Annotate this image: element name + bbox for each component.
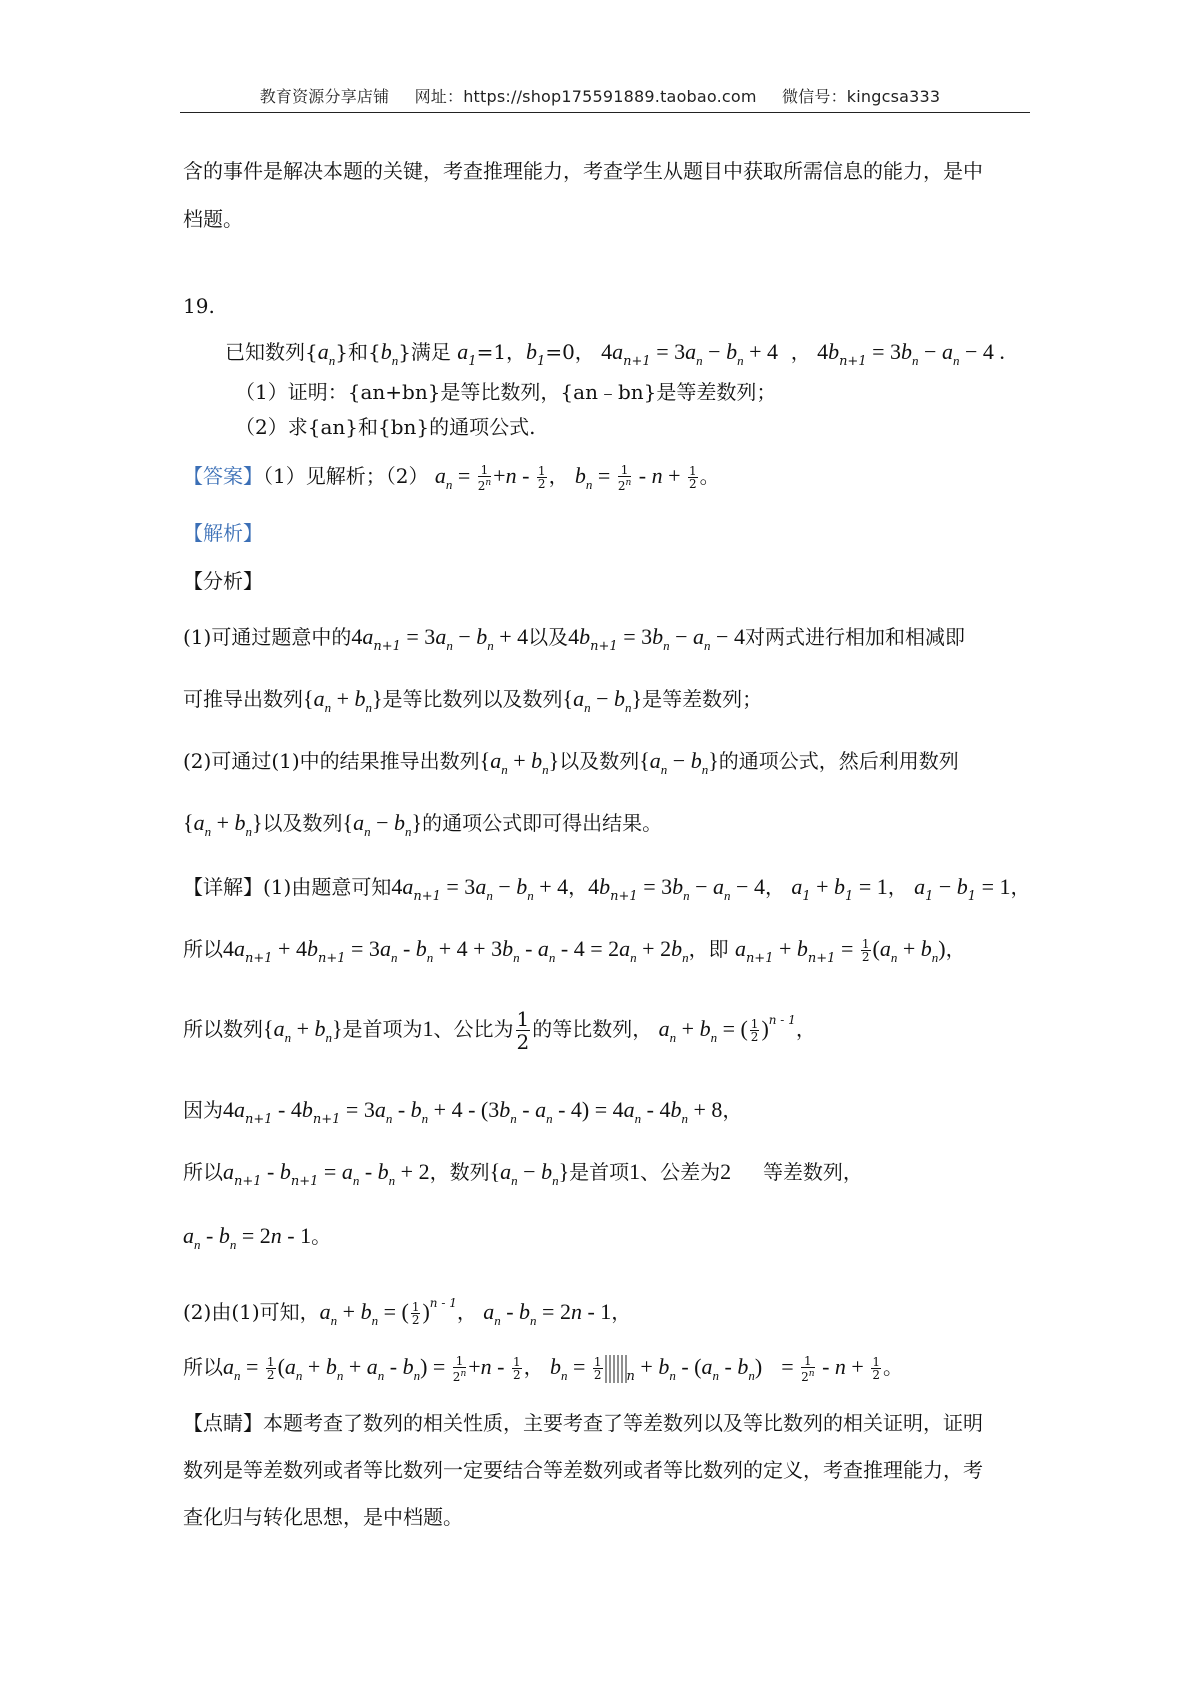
dianjing-label: 【点睛】: [183, 1411, 263, 1435]
intro-line-1: 含的事件是解决本题的关键，考查推理能力，考查学生从题目中获取所需信息的能力，是中: [183, 159, 983, 183]
detail-line-6: $a_n - b_n = 2n - 1$。: [183, 1223, 332, 1252]
analysis-line-3: (2)可通过(1)中的结果推导出数列$\{a_n + b_n\}$以及数列$\{a_n - b_n\}$的通项公式，然后利用数列: [183, 748, 959, 777]
analysis-line-1: (1)可通过题意中的$4a_{n+1} = 3a_n - b_n + 4$以及$4b_{n+1} = 3b_n - a_n - 4$对两式进行相加和相减即: [183, 624, 965, 654]
scan-artifact: [605, 1355, 627, 1383]
fenxi-label: 【分析】: [183, 569, 263, 593]
intro-line-2: 档题。: [183, 207, 243, 231]
detail-line-5: 所以$a_{n+1} - b_{n+1} = a_n - b_n + 2$，数列$\{a_n - b_n\}$是首项1、公差为2 等差数列，: [183, 1159, 863, 1189]
problem-number: 19.: [183, 294, 215, 318]
detail-line-7: (2)由(1)可知，$a_n + b_n$ = ( $\frac{1}{2}$ )$^{n - 1}$， $a_n - b_n = 2n - 1$，: [183, 1296, 632, 1328]
dianjing-line-2: 数列是等差数列或者等比数列一定要结合等差数列或者等比数列的定义，考查推理能力，考: [183, 1458, 983, 1482]
dianjing-line-3: 查化归与转化思想，是中档题。: [183, 1505, 463, 1529]
header-wechat: 微信号：kingcsa333: [781, 87, 941, 106]
page-header: [0, 84, 1200, 107]
detail-line-4: 因为$4a_{n+1} - 4b_{n+1} = 3a_n - b_n + 4 - (3b_n - a_n - 4) = 4a_n - 4b_n + 8$，: [183, 1097, 743, 1127]
detail-line-1: 【详解】(1)由题意可知$4a_{n+1} = 3a_n - b_n + 4$，$4b_{n+1} = 3b_n - a_n - 4$， $a_1 + b_1 = 1$， $a_1 - b_1 = 1$，: [183, 874, 1031, 904]
xiangjie-label: 【详解】: [183, 875, 263, 899]
analysis-line-2: 可推导出数列$\{a_n + b_n\}$是等比数列以及数列$\{a_n - b_n\}$是等差数列；: [183, 686, 763, 715]
jiexi-label: 【解析】: [183, 521, 263, 545]
detail-line-2: 所以$4a_{n+1} + 4b_{n+1} = 3a_n - b_n + 4 + 3b_n - a_n - 4 = 2a_n + 2b_n$，即 $a_{n+1} + b_{n+1}$ = $\frac{1}{2}$ $(a_n + b_n)$，: [183, 936, 966, 966]
detail-line-8: 所以$a_n$ = $\frac{1}{2}$ $(a_n + b_n + a_n - b_n)$ = $\frac{1}{2^n}$ +n - $\frac{1}{2}$ ， $b_n$ = $\frac{1}{2}$ $_n + b_n - (a_n - b_n)$ = $\frac{1}{2^n}$ - n + $\frac{1}{2}$ 。: [183, 1353, 903, 1384]
answer-line: 【答案】（1）见解析；（2） $a_n$ = $\frac{1}{2^n}$ +n - $\frac{1}{2}$ ， $b_n$ = $\frac{1}{2^n}$ - n + $\frac{1}{2}$ 。: [183, 462, 720, 493]
header-divider: [180, 112, 1030, 113]
dianjing-line-1: 【点睛】本题考查了数列的相关性质，主要考查了等差数列以及等比数列的相关证明，证明: [183, 1411, 983, 1435]
problem-part-1: （1）证明：{an+bn}是等比数列，{an﹣bn}是等差数列；: [235, 380, 777, 404]
analysis-line-4: $\{a_n + b_n\}$以及数列$\{a_n - b_n\}$的通项公式即可得出结果。: [183, 810, 663, 839]
answer-label: 【答案】: [183, 464, 263, 488]
header-shop: 教育资源分享店铺: [259, 87, 390, 106]
detail-line-3: 所以数列$\{a_n + b_n\}$是首项为1、公比为 $\frac{1}{2}$ 的等比数列， $a_n + b_n$ = ( $\frac{1}{2}$ )$^{n - 1}$，: [183, 1007, 816, 1054]
problem-statement: 已知数列$\{a_n\}$和$\{b_n\}$满足 $a_1=1$，$b_1=0$， $4a_{n+1} = 3a_n - b_n + 4$ ， $4b_{n+1} = 3b_n - a_n - 4$ .: [225, 339, 1005, 369]
header-url[interactable]: 网址：https://shop175591889.taobao.com: [414, 87, 757, 106]
problem-part-2: （2）求{an}和{bn}的通项公式.: [235, 415, 536, 439]
